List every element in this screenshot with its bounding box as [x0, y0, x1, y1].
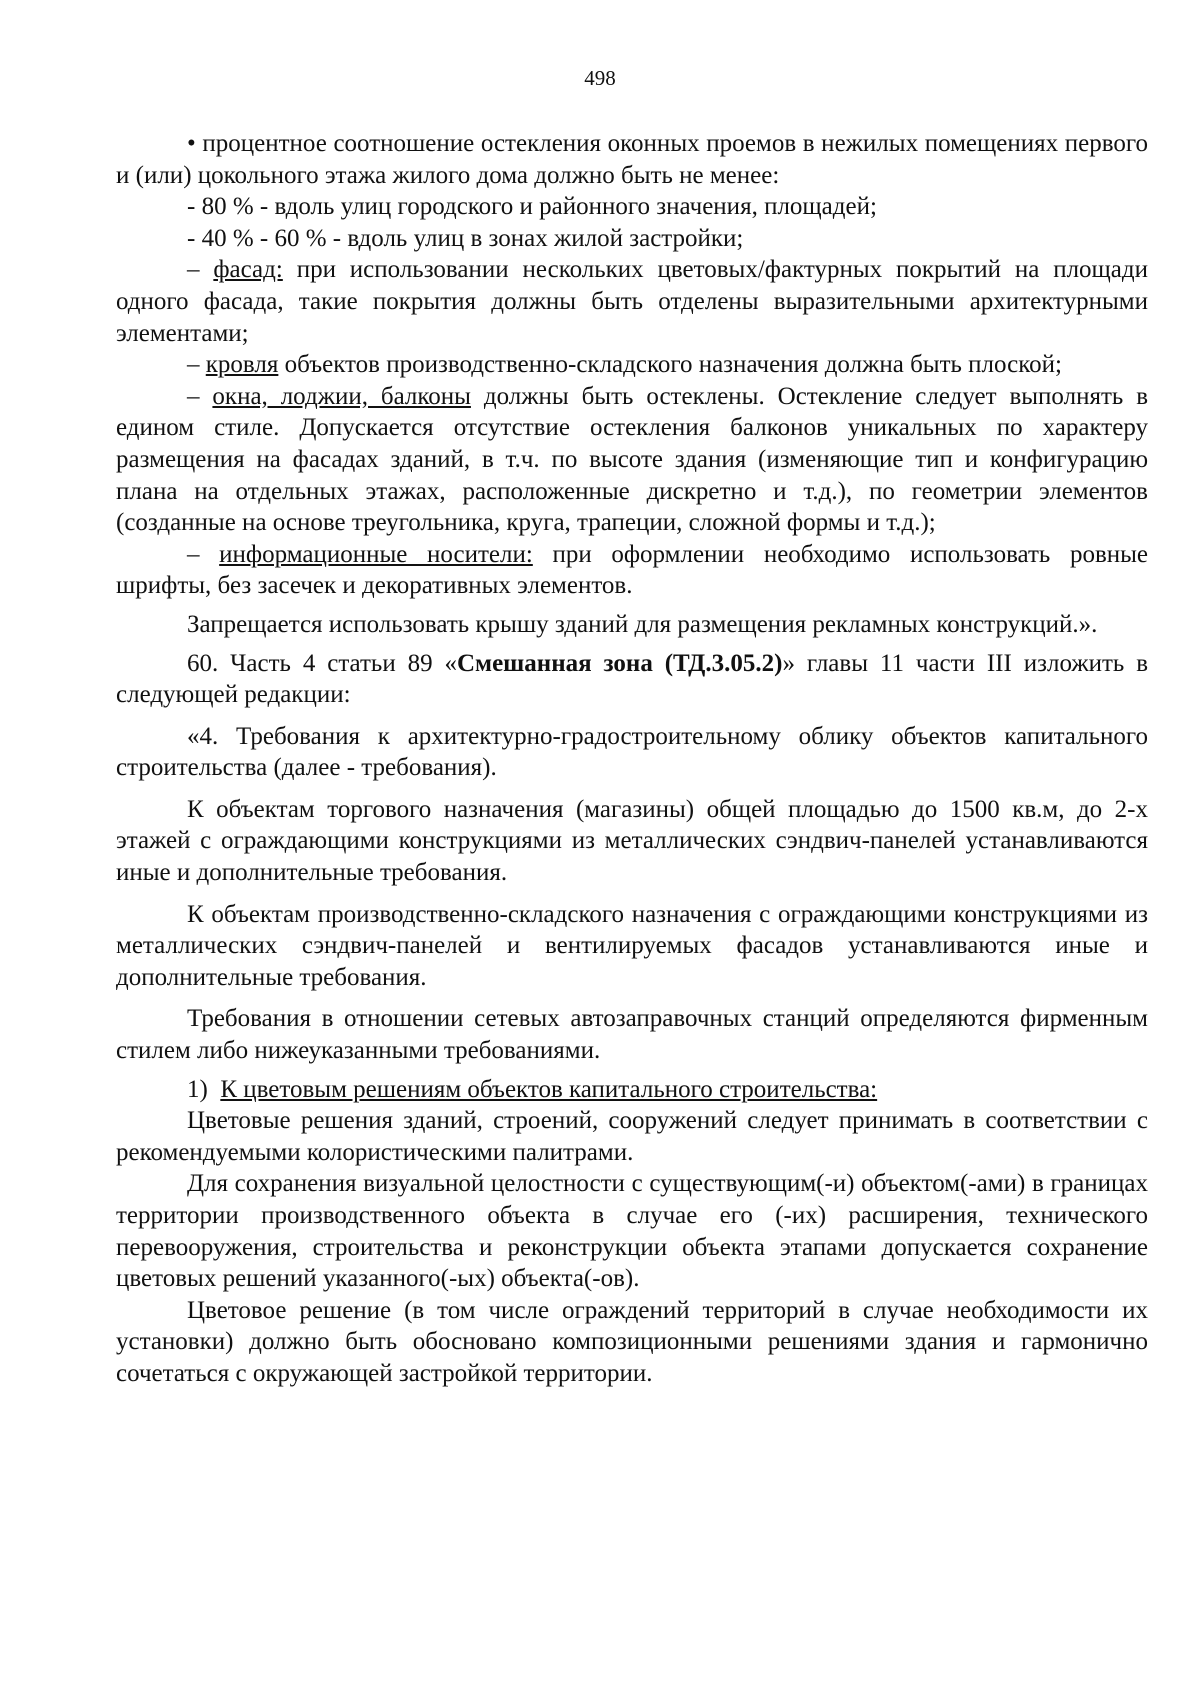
paragraph-industrial-objects: К объектам производственно-складского назначения с ограждающими конструкциями из металлических сэндвич-панелей и вентилируемых фасадов устанавливаются иные и дополнительные требования. — [116, 900, 1148, 991]
term-roof: кровля — [205, 351, 279, 379]
paragraph-roof: – кровля объектов производственно-складского назначения должна быть плоской; — [187, 351, 1062, 379]
heading-color-solutions: К цветовым решениям объектов капитального строительства: — [220, 1075, 878, 1103]
paragraph-visual-integrity: Для сохранения визуальной целостности с существующим(-и) объектом(-ами) в границах территории производственного объекта в случае его (-их) расширения, технического перевооружения, строительства и реконструкции объекта этапами допускается сохранение цветовых решений указанного(-ых) объекта(-ов). — [116, 1170, 1148, 1293]
zone-name: Смешанная зона (ТД.3.05.2) — [457, 649, 783, 677]
paragraph-glazing-percentage: • процентное соотношение остекления оконных проемов в нежилых помещениях первого и (или) цокольного этажа жилого дома должно быть не менее: — [116, 130, 1148, 189]
paragraph-glazing-80: - 80 % - вдоль улиц городского и районного значения, площадей; — [187, 193, 877, 221]
paragraph-item-60: 60. Часть 4 статьи 89 «Смешанная зона (ТД.3.05.2)» главы 11 части III изложить в следующей редакции: — [116, 649, 1149, 709]
term-info-carriers: информационные носители: — [219, 540, 533, 568]
document-body — [116, 128, 1148, 1390]
paragraph-facade: – фасад: при использовании нескольких цветовых/фактурных покрытий на площади одного фасада, такие покрытия должны быть отделены выразительными архитектурными элементами; — [116, 256, 1148, 347]
term-windows: окна, лоджии, балконы — [212, 382, 471, 410]
paragraph-color-solution: Цветовое решение (в том числе ограждений территорий в случае необходимости их установки) должно быть обосновано композиционными решениями здания и гармонично сочетаться с окружающей застройкой территории. — [116, 1296, 1148, 1387]
paragraph-color-palettes: Цветовые решения зданий, строений, сооружений следует принимать в соответствии с рекомендуемыми колористическими палитрами. — [116, 1107, 1148, 1166]
paragraph-gas-stations: Требования в отношении сетевых автозаправочных станций определяются фирменным стилем либо нижеуказанными требованиями. — [116, 1005, 1148, 1065]
bullet-icon: • — [187, 130, 196, 157]
paragraph-requirements-intro: «4. Требования к архитектурно-градостроительному облику объектов капитального строительства (далее - требования). — [116, 722, 1148, 782]
paragraph-info-carriers: – информационные носители: при оформлении необходимо использовать ровные шрифты, без засечек и декоративных элементов. — [116, 540, 1149, 600]
paragraph-glazing-40-60: - 40 % - 60 % - вдоль улиц в зонах жилой застройки; — [187, 224, 744, 252]
page-number: 498 — [584, 66, 616, 90]
section-heading-color: 1) К цветовым решениям объектов капитального строительства: — [187, 1075, 878, 1103]
paragraph-trade-objects: К объектам торгового назначения (магазины) общей площадью до 1500 кв.м, до 2-х этажей с ограждающими конструкциями из металлических сэндвич-панелей устанавливаются иные и дополнительные требования. — [116, 795, 1148, 887]
paragraph-roof-advertising: Запрещается использовать крышу зданий для размещения рекламных конструкций.». — [187, 610, 1098, 638]
paragraph-windows: – окна, лоджии, балконы должны быть остеклены. Остекление следует выполнять в едином стиле. Допускается отсутствие остекления балконов уникальных по характеру размещения на фасадах зданий, в т.ч. по высоте здания (изменяющие тип и конфигурацию плана на отдельных этажах, расположенные дискретно и т.д.), по геометрии элементов (созданные на основе треугольника, круга, трапеции, сложной формы и т.д.); — [116, 382, 1149, 537]
term-facade: фасад: — [213, 256, 283, 284]
